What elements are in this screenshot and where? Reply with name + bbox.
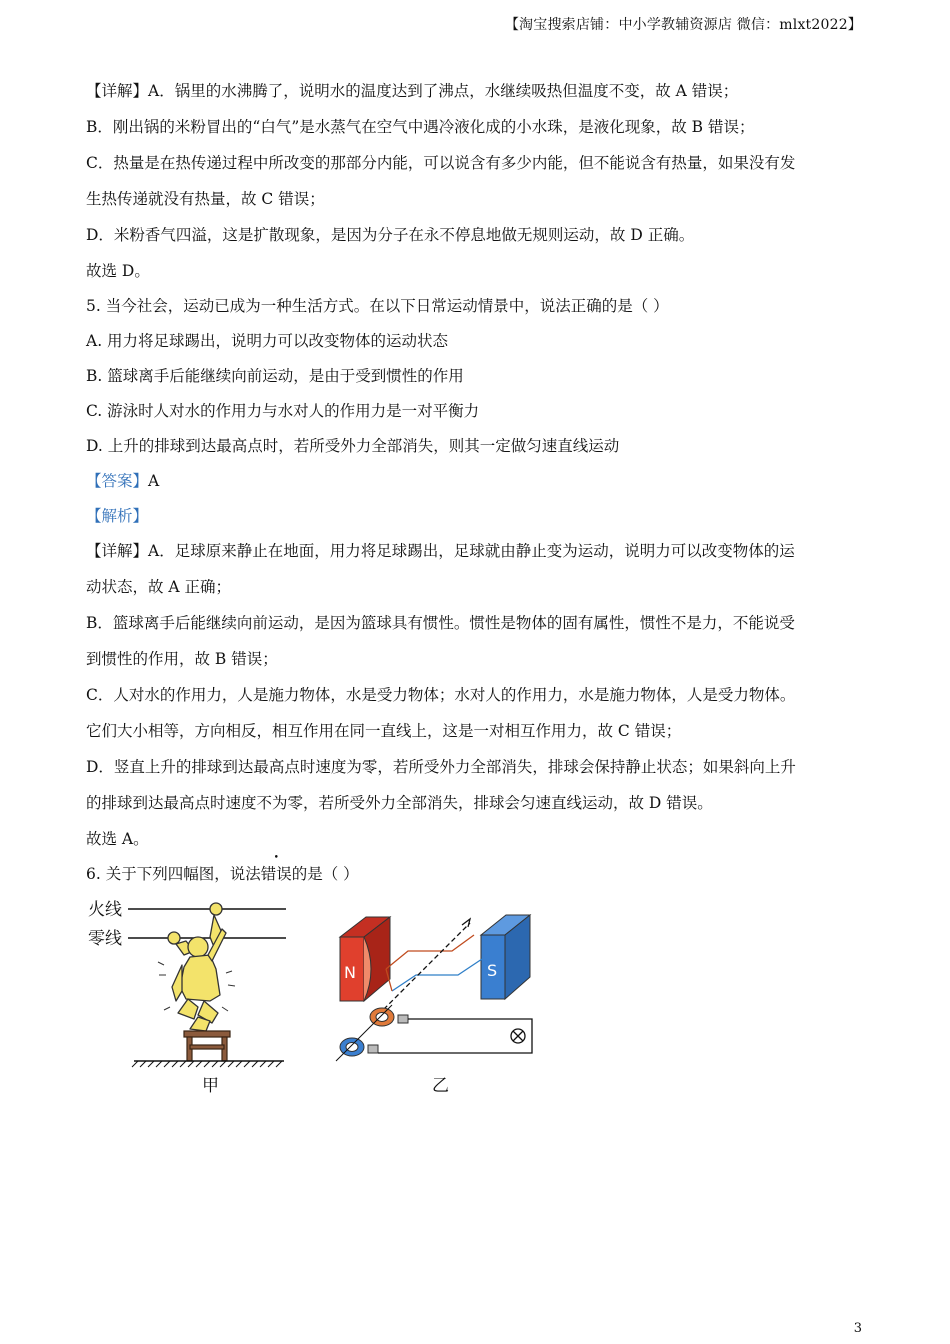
emphasized-word: 错误 <box>260 865 292 883</box>
figure-yi-generator <box>336 915 532 1096</box>
q5-detail-d2: 的排球到达最高点时速度不为零，若所受外力全部消失，排球会匀速直线运动，故 D 错误。 <box>86 794 713 812</box>
q4-detail-d: D．米粉香气四溢，这是扩散现象，是因为分子在永不停息地做无规则运动，故 D 正确。 <box>86 226 695 244</box>
live-wire-label: 火线 <box>88 900 122 920</box>
q4-detail-a: 【详解】A．锅里的水沸腾了，说明水的温度达到了沸点，水继续吸热但温度不变，故 A 错误； <box>86 82 739 100</box>
q4-detail-c2: 生热传递就没有热量，故 C 错误； <box>86 190 325 208</box>
figure-yi-caption: 乙 <box>432 1076 449 1096</box>
figure-jia-caption: 甲 <box>202 1076 219 1096</box>
magnet-north-pole <box>340 917 390 1001</box>
q5-detail-a1: 【详解】A．足球原来静止在地面，用力将足球踢出，足球就由静止变为运动，说明力可以改变物体的运 <box>86 542 795 560</box>
q5-detail-b2: 到惯性的作用，故 B 错误； <box>86 650 278 668</box>
q5-detail-b1: B．篮球离手后能继续向前运动，是因为篮球具有惯性。惯性是物体的固有属性，惯性不是力，不能说受 <box>86 614 795 632</box>
q5-detail-a2: 动状态，故 A 正确； <box>86 578 232 596</box>
rotating-coil <box>378 919 482 1015</box>
q5-detail-c2: 它们大小相等，方向相反，相互作用在同一直线上，这是一对相互作用力，故 C 错误； <box>86 722 682 740</box>
q5-option-c: C. 游泳时人对水的作用力与水对人的作用力是一对平衡力 <box>86 402 480 420</box>
ground-hatching <box>132 1061 284 1067</box>
person-figure <box>168 903 226 1031</box>
q4-choice: 故选 D。 <box>86 262 150 280</box>
external-circuit <box>378 1019 532 1053</box>
magnet-south-pole <box>481 915 530 999</box>
q4-detail-c1: C．热量是在热传递过程中所改变的那部分内能，可以说含有多少内能，但不能说含有热量，如果没有发 <box>86 154 796 172</box>
neutral-wire-label: 零线 <box>88 929 122 949</box>
north-pole-label: N <box>344 963 356 982</box>
wooden-stool <box>184 1031 230 1061</box>
header-source-note: 【淘宝搜索店铺：中小学教辅资源店 微信：mlxt2022】 <box>504 17 862 33</box>
answer-tag: 【答案】 <box>86 472 149 490</box>
q6-figures <box>86 895 556 1100</box>
q5-stem: 5. 当今社会，运动已成为一种生活方式。在以下日常运动情景中，说法正确的是（ ） <box>86 297 669 315</box>
q5-option-d: D. 上升的排球到达最高点时，若所受外力全部消失，则其一定做匀速直线运动 <box>86 437 620 455</box>
answer-value: A <box>148 472 160 490</box>
south-pole-label: S <box>487 961 498 980</box>
detail-tag: 【详解】 <box>86 542 149 560</box>
q5-analysis-tag: 【解析】 <box>86 507 149 525</box>
q6-stem: 6. 关于下列四幅图，说法错误的是（ ） <box>86 865 359 883</box>
q5-detail-d1: D．竖直上升的排球到达最高点时速度为零，若所受外力全部消失，排球会保持静止状态；如果斜向上升 <box>86 758 796 776</box>
figure-jia-electric-shock <box>88 900 286 1096</box>
q5-option-b: B. 篮球离手后能继续向前运动，是由于受到惯性的作用 <box>86 367 464 385</box>
q5-option-a: A. 用力将足球踢出，说明力可以改变物体的运动状态 <box>86 332 449 350</box>
page-number: 3 <box>853 1321 862 1336</box>
q4-detail-b: B．刚出锅的米粉冒出的“白气”是水蒸气在空气中遇冷液化成的小水珠，是液化现象，故 B 错误； <box>86 118 755 136</box>
document-body <box>86 80 866 885</box>
q5-detail-c1: C．人对水的作用力，人是施力物体，水是受力物体；水对人的作用力，水是施力物体，人是受力物体。 <box>86 686 796 704</box>
q5-answer <box>86 470 866 492</box>
q5-choice: 故选 A。 <box>86 830 149 848</box>
detail-tag: 【详解】 <box>86 82 149 100</box>
